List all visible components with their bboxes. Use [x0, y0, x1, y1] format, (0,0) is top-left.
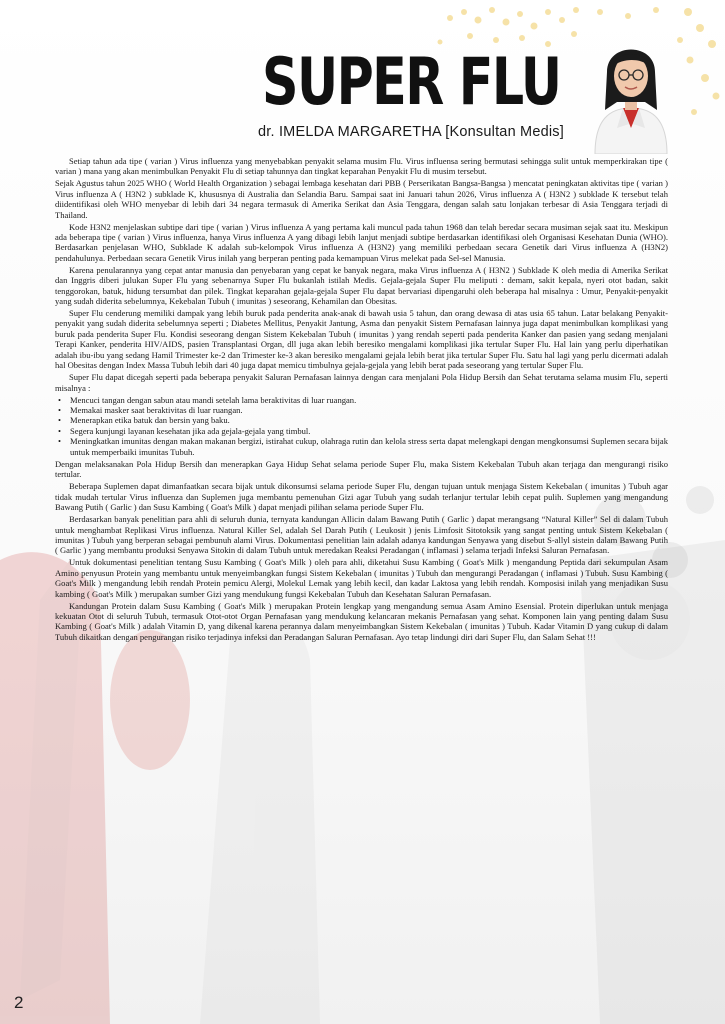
paragraph: Karena penularannya yang cepat antar manusia dan penyebaran yang cepat ke banyak negara, maka Virus influenza A ( H3N2 ) Subklade K oleh media di Amerika Serikat dan Inggris diberi julukan Super Flu yang sebenarnya Super Flu bukanlah istilah Medis. Gejala-gejala Super Flu meliputi : demam, sakit kepala, nyeri otot badan, sakit tenggorokan, batuk, hidung tersumbat dan pilek. Tingkat keparahan gejala-gejala Super Flu dapat bervariasi dipengaruhi oleh beberapa hal misalnya : Umur, Penyakit-penyakit yang sudah diderita sebelumnya, Kekebalan Tubuh ( imunitas ) seseorang, Kehamilan dan Obesitas. — [55, 264, 668, 307]
paragraph: Dengan melaksanakan Pola Hidup Bersih dan menerapkan Gaya Hidup Sehat selama periode Super Flu, maka Sistem Kekebalan Tubuh akan terjaga dan mengurangi risiko tertular. — [55, 458, 668, 480]
list-item: • Menerapkan etika batuk dan bersin yang baku. — [67, 415, 668, 425]
author-byline: dr. IMELDA MARGARETHA [Konsultan Medis] — [258, 124, 564, 140]
paragraph: Beberapa Suplemen dapat dimanfaatkan secara bijak untuk dikonsumsi selama periode Super Flu, dengan tujuan untuk menjaga Sistem Kekebalan ( imunitas ) Tubuh agar tidak mudah tertular Virus influenza dan Suplemen juga membantu pemenuhan Gizi agar Tubuh yang sudah terlanjur tertular lebih cepat pulih. Suplemen yang mengandung Bawang Putih ( Garlic ) dan Susu Kambing ( Goat's Milk ) dapat menjadi pilihan selama periode Super Flu. — [55, 481, 668, 513]
paragraph: Super Flu cenderung memiliki dampak yang lebih buruk pada penderita anak-anak di bawah usia 5 tahun, dan orang dewasa di atas usia 65 tahun. Latar belakang Penyakit-penyakit yang sudah diderita sebelumnya seperti ; Diabetes Mellitus, Penyakit Jantung, Asma dan penyakit Sistem Pernafasan lainnya juga dapat menimbulkan komplikasi yang buruk pada penderita Super Flu. Kondisi seseorang dengan Sistem Kekebalan Tubuh ( imunitas ) yang rendah seperti pada penderita Kanker dan pasien yang sedang menjalani Terapi Kanker, penderita HIV/AIDS, pasien Transplantasi Organ, dll juga akan lebih beresiko mengalami komplikasi jika tertular Super Flu. Hal lain yang perlu diperhatikan adalah ibu-ibu yang sedang Hamil Trimester ke-2 dan Trimester ke-3 akan beresiko mengalami gejala lebih berat jika tertular Super Flu. Satu hal lagi yang perlu dicermati adalah hal Obesitas dengan Index Massa Tubuh lebih dari 40 juga dapat memicu timbulnya gejala-gejala yang lebih berat pada seseorang yang tertular Super Flu. — [55, 308, 668, 371]
paragraph: Sejak Agustus tahun 2025 WHO ( World Health Organization ) sebagai lembaga kesehatan dari PBB ( Perserikatan Bangsa-Bangsa ) mencatat peningkatan aktivitas tipe ( varian ) Virus influenza A ( H3N2 ) subklade K, khususnya di Australia dan Selandia Baru. Sampai saat ini Januari tahun 2026, Virus influenza A ( H3N2 ) subklade K tersebut telah diidentifikasi oleh WHO menyebar di lebih dari 34 negara termasuk di Amerika Serikat dan Asia Tenggara, dengan salah satu lonjakan terbesar di Asia Tenggara terjadi di Thailand. — [55, 178, 668, 220]
list-item: • Meningkatkan imunitas dengan makan makanan bergizi, istirahat cukup, olahraga rutin dan kelola stress serta dapat melengkapi dengan mengkonsumsi Suplemen secara bijak untuk memperbaiki imunitas Tubuh. — [67, 436, 668, 457]
author-photo — [585, 24, 677, 154]
prevention-list — [55, 395, 668, 457]
paragraph: Berdasarkan banyak penelitian para ahli di seluruh dunia, ternyata kandungan Allicin dalam Bawang Putih ( Garlic ) dapat merangsang “Natural Killer” Sel di dalam Tubuh untuk menghambat Replikasi Virus influenza. Natural Killer Sel, adalah Sel Darah Putih ( Leukosit ) jenis Limfosit Sitotoksik yang sangat penting untuk Sistem Kekebalan ( imunitas ) Tubuh yang berperan sebagai pembunuh alami Virus. Dokumentasi penelitian lain adalah adanya kandungan Senyawa yang disebut S-allyl sistein dalam Bawang Putih ( Garlic ) yang membantu produksi Senyawa Sitokin di dalam Tubuh untuk meredakan Reaksi Peradangan ( inflamasi ) selama terjadi Infeksi Saluran Pernafasan. — [55, 514, 668, 556]
list-item: • Segera kunjungi layanan kesehatan jika ada gejala-gejala yang timbul. — [67, 426, 668, 436]
article-title: SUPER FLU — [262, 45, 561, 120]
article-header — [0, 0, 725, 155]
paragraph: Kode H3N2 menjelaskan subtipe dari tipe ( varian ) Virus influenza A yang pertama kali muncul pada tahun 1968 dan telah beredar secara musiman sejak saat itu. Meskipun ada beberapa tipe ( varian ) Virus influenza, hanya Virus influenza A yang dibagi lebih lanjut menjadi subtipe berdasarkan identifikasi oleh Organisasi Kesehatan Dunia (WHO). Berdasarkan penjelasan WHO, Subklade K adalah sub-kelompok Virus influenza A (H3N2) yang memiliki perbedaan secara Genetik dari Virus influenza A (H3N2) pendahulunya. Perbedaan secara Genetik Virus inilah yang berperan penting pada kemampuan Virus melekat pada Sel-sel Manusia. — [55, 221, 668, 263]
paragraph: Setiap tahun ada tipe ( varian ) Virus influenza yang menyebabkan penyakit selama musim Flu. Virus influensa sering bermutasi sehingga sulit untuk memperkirakan tipe ( varian ) mana yang akan menimbulkan Penyakit Flu di setiap tahunnya dan tingkat keparahan Penyakit Flu di musim tersebut. — [55, 156, 668, 177]
paragraph: Super Flu dapat dicegah seperti pada beberapa penyakit Saluran Pernafasan lainnya dengan cara menjalani Pola Hidup Bersih dan Sehat terutama selama musim Flu, seperti misalnya : — [55, 372, 668, 393]
list-item: • Mencuci tangan dengan sabun atau mandi setelah lama beraktivitas di luar ruangan. — [67, 395, 668, 405]
paragraph: Kandungan Protein dalam Susu Kambing ( Goat's Milk ) merupakan Protein lengkap yang mengandung semua Asam Amino Esensial. Protein diperlukan untuk menjaga kekuatan Otot di seluruh Tubuh, termasuk Otot-otot Organ Pernafasan yang mendukung kelancaran mekanis Pernafasan yang sehat. Komponen lain yang penting dalam Susu Kambing ( Goat's Milk ) adalah Vitamin D, yang dikenal karena perannya dalam menyeimbangkan Sistem Kekebalan ( imunitas ) Tubuh. Kadar Vitamin D yang cukup di dalam Tubuh dikaitkan dengan pengurangan risiko terjadinya infeksi dan Peradangan Saluran Pernafasan. Ayo tetap lindungi diri dari Super Flu, dan Salam Sehat !!! — [55, 600, 668, 642]
paragraph: Untuk dokumentasi penelitian tentang Susu Kambing ( Goat's Milk ) oleh para ahli, diketahui Susu Kambing ( Goat's Milk ) mengandung Peptida dari sekumpulan Asam Amino penyusun Protein yang membantu untuk menyeimbangkan fungsi Sistem Kekebalan ( imunitas ) Tubuh dan mengurangi Peradangan ( inflamasi ) Tubuh. Susu Kambing ( Goat's Milk ) mengandung lebih rendah Protein pemicu Alergi, Molekul Lemak yang lebih kecil, dan kadar Laktosa yang lebih rendah. Komposisi inilah yang menjadikan Susu kambing ( Goat's Milk ) merupakan sumber Gizi yang mendukung fungsi Kekebalan Tubuh dan Kesehatan Saluran Pernafasan. — [55, 557, 668, 599]
article-body — [55, 156, 668, 644]
list-item: • Memakai masker saat beraktivitas di luar ruangan. — [67, 405, 668, 415]
page-number: 2 — [14, 993, 24, 1012]
